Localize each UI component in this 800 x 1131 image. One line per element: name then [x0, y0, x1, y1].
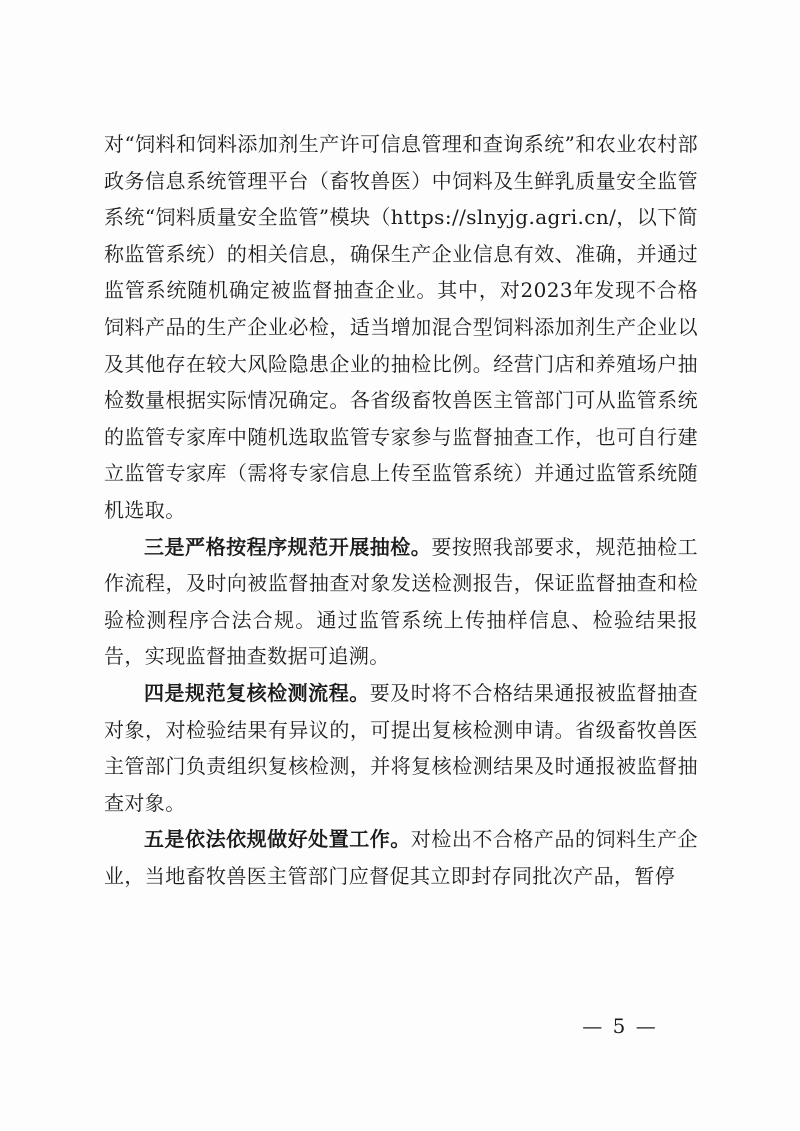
body-text [104, 126, 698, 894]
paragraph-five [104, 821, 698, 894]
paragraph-four-heading: 四是规范复核检测流程。 [144, 680, 370, 705]
paragraph-three-body: 要按照我部要求，规范抽检工作流程，及时向被监督抽查对象发送检测报告，保证监督抽查和检验检测程序合法合规。通过监管系统上传抽样信息、检验结果报告，实现监督抽查数据可追溯。 [104, 534, 698, 669]
paragraph-five-body: 对检出不合格产品的饲料生产企业，当地畜牧兽医主管部门应督促其立即封存同批次产品，暂停 [104, 827, 698, 888]
paragraph-three-heading: 三是严格按程序规范开展抽检。 [144, 534, 432, 559]
paragraph-three [104, 529, 698, 675]
paragraph-continued: 对“饲料和饲料添加剂生产许可信息管理和查询系统”和农业农村部政务信息系统管理平台（畜牧兽医）中饲料及生鲜乳质量安全监管系统“饲料质量安全监管”模块（https://slnyjg.agri.cn/，以下简称监管系统）的相关信息，确保生产企业信息有效、准确，并通过监管系统随机确定被监督抽查企业。其中，对2023年发现不合格饲料产品的生产企业必检，适当增加混合型饲料添加剂生产企业以及其他存在较大风险隐患企业的抽检比例。经营门店和养殖场户抽检数量根据实际情况确定。各省级畜牧兽医主管部门可从监管系统的监管专家库中随机选取监管专家参与监督抽查工作，也可自行建立监管专家库（需将专家信息上传至监管系统）并通过监管系统随机选取。 [104, 132, 698, 522]
paragraph-four [104, 675, 698, 821]
paragraph-four-body: 要及时将不合格结果通报被监督抽查对象，对检验结果有异议的，可提出复核检测申请。省级畜牧兽医主管部门负责组织复核检测，并将复核检测结果及时通报被监督抽查对象。 [104, 680, 698, 815]
page-number: — 5 — [582, 1014, 658, 1038]
paragraph-five-heading: 五是依法依规做好处置工作。 [144, 827, 411, 852]
